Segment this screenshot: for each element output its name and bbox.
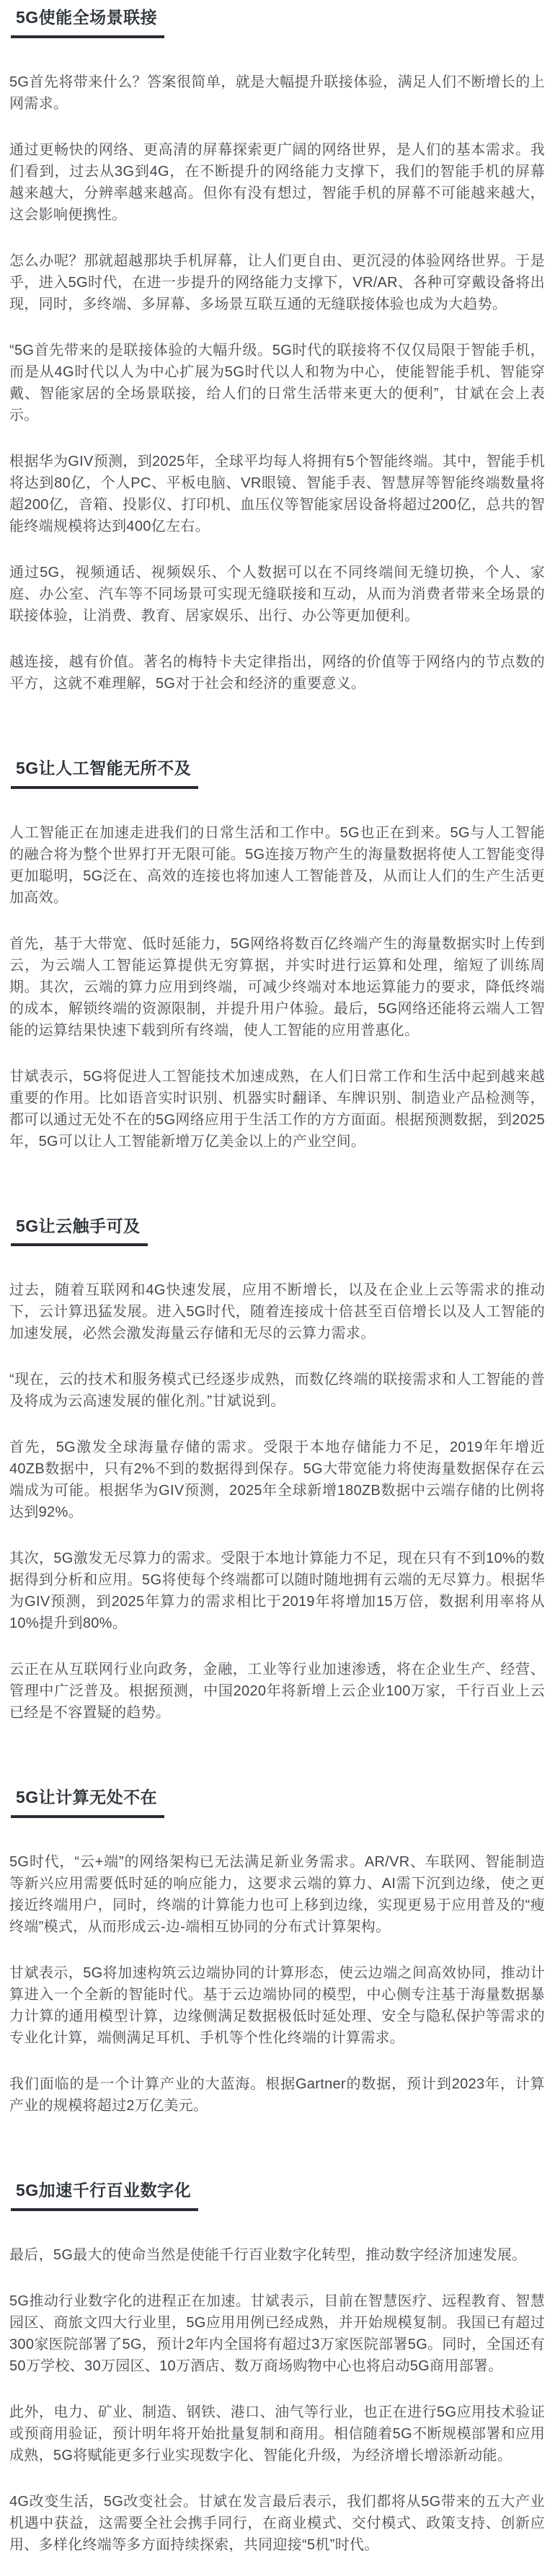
section-industry-digitalization bbox=[9, 2179, 545, 2556]
paragraph: 5G推动行业数字化的进程正在加速。甘斌表示，目前在智慧医疗、远程教育、智慧园区、商旅文四大行业里，5G应用用例已经成熟，并开始规模复制。我国已有超过300家医院部署了5G，预计2年内全国将有超过3万家医院部署5G。同时，全国还有50万学校、30万园区、10万酒店、数万商场购物中心也将启动5G商用部署。 bbox=[9, 2293, 545, 2374]
section-body bbox=[9, 1851, 545, 2117]
paragraph: 最后，5G最大的使命当然是使能千行百业数字化转型，推动数字经济加速发展。 bbox=[9, 2246, 527, 2263]
section-full-scenario-connection bbox=[9, 6, 545, 694]
section-body bbox=[9, 2244, 545, 2556]
paragraph: 通过5G，视频通话、视频娱乐、个人数据可以在不同终端间无缝切换，个人、家庭、办公室、汽车等不同场景可实现无缝联接和互动，从而为消费者带来全场景的联接体验，让消费、教育、居家娱乐、出行、办公等更加便利。 bbox=[9, 564, 545, 624]
section-heading: 5G让计算无处不在 bbox=[11, 1786, 164, 1818]
paragraph: 人工智能正在加速走进我们的日常生活和工作中。5G也正在到来。5G与人工智能的融合将为整个世界打开无限可能。5G连接万物产生的海量数据将使人工智能变得更加聪明，5G泛在、高效的连接也将加速人工智能普及，从而让人们的生产生活更加高效。 bbox=[9, 824, 545, 906]
section-heading: 5G加速千行百业数字化 bbox=[11, 2179, 198, 2211]
paragraph: 其次，5G激发无尽算力的需求。受限于本地计算能力不足，现在只有不到10%的数据得到分析和应用。5G将使每个终端都可以随时随地拥有云端的无尽算力。根据华为GIV预测，到2025年算力的需求相比于2019年将增加15万倍，数据利用率将从10%提升到80%。 bbox=[9, 1551, 545, 1632]
paragraph: 首先，基于大带宽、低时延能力，5G网络将数百亿终端产生的海量数据实时上传到云，为云端人工智能运算提供无穷算据，并实时进行运算和处理，缩短了训练周期。其次，云端的算力应用到终端，可减少终端对本地运算能力的要求，降低终端的成本，解锁终端的资源限制，并提升用户体验。最后，5G网络还能将云端人工智能的运算结果快速下载到所有终端，使人工智能的应用普惠化。 bbox=[9, 935, 545, 1038]
paragraph: 通过更畅快的网络、更高清的屏幕探索更广阔的网络世界，是人们的基本需求。我们看到，过去从3G到4G，在不断提升的网络能力支撑下，我们的智能手机的屏幕越来越大，分辨率越来越高。但你有没有想过，智能手机的屏幕不可能越来越大，这会影响便携性。 bbox=[9, 141, 545, 223]
paragraph: 甘斌表示，5G将促进人工智能技术加速成熟，在人们日常工作和生活中起到越来越重要的作用。比如语音实时识别、机器实时翻译、车牌识别、制造业产品检测等，都可以通过无处不在的5G网络应用于生活工作的方方面面。根据预测数据，到2025年，5G可以让人工智能新增万亿美金以上的产业空间。 bbox=[9, 1068, 545, 1150]
section-heading: 5G使能全场景联接 bbox=[11, 6, 164, 38]
paragraph: 4G改变生活，5G改变社会。甘斌在发言最后表示，我们都将从5G带来的五大产业机遇中获益，这需要全社会携手同行，在商业模式、交付模式、政策支持、创新应用、多样化终端等多方面持续探索，共同迎接“5机”时代。 bbox=[9, 2493, 545, 2553]
paragraph: 根据华为GIV预测，到2025年，全球平均每人将拥有5个智能终端。其中，智能手机将达到80亿，个人PC、平板电脑、VR眼镜、智能手表、智慧屏等智能终端数量将超200亿，音箱、投影仪、打印机、血压仪等智能家居设备将超过200亿，总共的智能终端规模将达到400亿左右。 bbox=[9, 453, 545, 534]
paragraph: 甘斌表示，5G将加速构筑云边端协同的计算形态，使云边端之间高效协同，推动计算进入一个全新的智能时代。基于云边端协同的模型，中心侧专注基于海量数据暴力计算的通用模型计算，边缘侧满足数据极低时延处理、安全与隐私保护等需求的专业化计算，端侧满足耳机、手机等个性化终端的计算需求。 bbox=[9, 1965, 545, 2046]
section-heading: 5G让云触手可及 bbox=[11, 1214, 148, 1247]
paragraph: “5G首先带来的是联接体验的大幅升级。5G时代的联接将不仅仅局限于智能手机，而是从4G时代以人为中心扩展为5G时代以人和物为中心，使能智能手机、智能穿戴、智能家居的全场景联接，给人们的日常生活带来更大的便利”，甘斌在会上表示。 bbox=[9, 342, 545, 423]
paragraph: 怎么办呢？那就超越那块手机屏幕，让人们更自由、更沉浸的体验网络世界。于是乎，进入5G时代，在进一步提升的网络能力支撑下，VR/AR、各种可穿戴设备将出现，同时，多终端、多屏幕、多场景互联互通的无缝联接体验也成为大趋势。 bbox=[9, 252, 545, 312]
paragraph: “现在，云的技术和服务模式已经逐步成熟，而数亿终端的联接需求和人工智能的普及将成为云高速发展的催化剂。”甘斌说到。 bbox=[9, 1372, 545, 1410]
paragraph: 5G时代，“云+端”的网络架构已无法满足新业务需求。AR/VR、车联网、智能制造等新兴应用需要低时延的响应能力，这要求云端的算力、AI需下沉到边缘，使之更接近终端用户，同时，终端的计算能力也可上移到边缘，实现更易于应用普及的“瘦终端”模式，从而形成云-边-端相互协同的分布式计算架构。 bbox=[9, 1854, 545, 1935]
paragraph: 过去，随着互联网和4G快速发展，应用不断增长，以及在企业上云等需求的推动下，云计算迅猛发展。进入5G时代，随着连接成十倍甚至百倍增长以及人工智能的加速发展，必然会激发海量云存储和无尽的云算力需求。 bbox=[9, 1282, 545, 1342]
section-body bbox=[9, 1279, 545, 1724]
section-ai-everywhere bbox=[9, 757, 545, 1152]
section-cloud-within-reach bbox=[9, 1214, 545, 1724]
paragraph: 云正在从互联网行业向政务，金融，工业等行业加速渗透，将在企业生产、经营、管理中广泛普及。根据预测，中国2020年将新增上云企业100万家，千行百业上云已经是不容置疑的趋势。 bbox=[9, 1662, 545, 1721]
paragraph: 5G首先将带来什么？答案很简单，就是大幅提升联接体验，满足人们不断增长的上网需求。 bbox=[9, 74, 545, 112]
paragraph: 此外，电力、矿业、制造、钢铁、港口、油气等行业，也正在进行5G应用技术验证或预商用验证，预计明年将开始批量复制和商用。相信随着5G不断规模部署和应用成熟，5G将赋能更多行业实现数字化、智能化升级，为经济增长增添新动能。 bbox=[9, 2404, 545, 2463]
paragraph: 首先，5G激发全球海量存储的需求。受限于本地存储能力不足，2019年年增近40ZB数据中，只有2%不到的数据得到保存。5G大带宽能力将使海量数据保存在云端成为可能。根据华为GIV预测，2025年全球新增180ZB数据中云端存储的比例将达到92%。 bbox=[9, 1439, 545, 1521]
section-body bbox=[9, 822, 545, 1152]
section-heading: 5G让人工智能无所不及 bbox=[11, 757, 198, 789]
section-computing-everywhere bbox=[9, 1786, 545, 2117]
section-body bbox=[9, 71, 545, 694]
paragraph: 越连接，越有价值。著名的梅特卡夫定律指出，网络的价值等于网络内的节点数的平方，这就不难理解，5G对于社会和经济的重要意义。 bbox=[9, 653, 545, 692]
paragraph: 我们面临的是一个计算产业的大蓝海。根据Gartner的数据，预计到2023年，计算产业的规模将超过2万亿美元。 bbox=[9, 2076, 545, 2114]
